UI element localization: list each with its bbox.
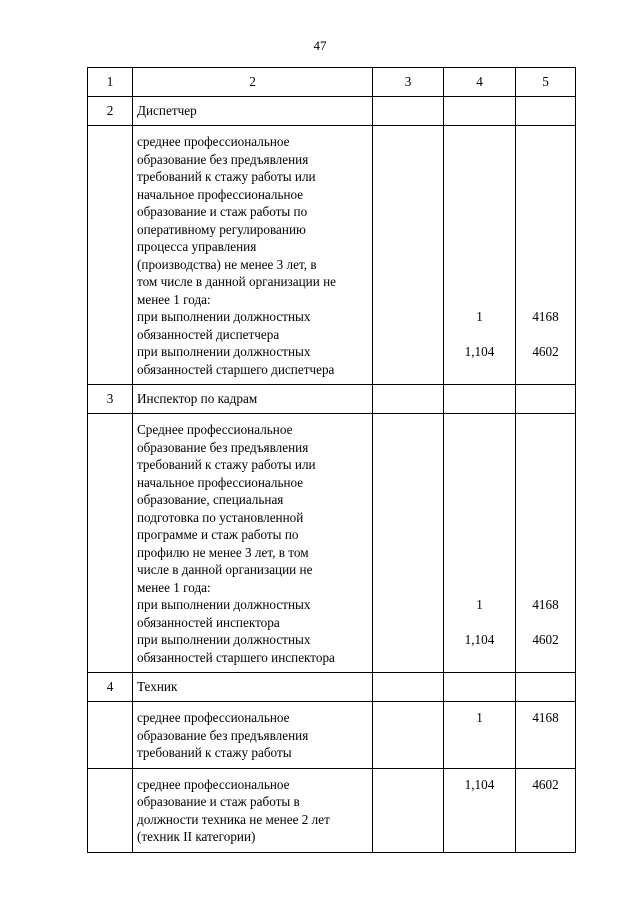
salary-value: 4168 xyxy=(532,309,559,324)
position-number: 4 xyxy=(88,673,133,702)
salary-cell xyxy=(516,702,576,769)
text-line: при выполнении должностных xyxy=(137,632,311,647)
text-line: (производства) не менее 3 лет, в xyxy=(137,256,317,272)
text-line: обязанностей диспетчера xyxy=(137,326,280,342)
text-line: при выполнении должностных xyxy=(137,309,311,324)
salary-value: 4602 xyxy=(532,344,559,359)
requirement-row xyxy=(88,126,576,385)
header-row xyxy=(88,68,576,97)
positions-table xyxy=(87,67,576,853)
text-line: образование и стаж работы в xyxy=(137,794,300,809)
position-number: 2 xyxy=(88,97,133,126)
header-cell: 5 xyxy=(516,68,576,97)
text-line: (техник II категории) xyxy=(137,829,256,844)
text-line: числе в данной организации не xyxy=(137,562,313,577)
position-title: Инспектор по кадрам xyxy=(133,385,373,414)
requirement-text xyxy=(133,414,373,673)
coefficient-cell xyxy=(444,126,516,385)
text-line: Среднее профессиональное xyxy=(137,422,293,437)
requirement-text xyxy=(133,702,373,769)
text-line: среднее профессиональное xyxy=(137,710,290,725)
text-line: образование без предъявления xyxy=(137,439,309,455)
requirement-text xyxy=(133,768,373,852)
text-line: требований к стажу работы xyxy=(137,745,292,760)
coefficient-value: 1 xyxy=(476,309,483,324)
text-line: программе и стаж работы по xyxy=(137,527,299,542)
text-line: обязанностей инспектора xyxy=(137,614,280,630)
text-line: требований к стажу работы или xyxy=(137,169,316,184)
text-line: обязанностей старшего диспетчера xyxy=(137,361,335,377)
position-row xyxy=(88,385,576,414)
coefficient-value: 1 xyxy=(476,710,483,725)
text-line: менее 1 года: xyxy=(137,291,211,307)
text-line: начальное профессиональное xyxy=(137,474,304,490)
requirement-text xyxy=(133,126,373,385)
text-line: требований к стажу работы или xyxy=(137,457,316,472)
salary-value: 4168 xyxy=(532,597,559,612)
text-line: оперативному регулированию xyxy=(137,221,306,237)
text-line: при выполнении должностных xyxy=(137,344,311,359)
salary-cell xyxy=(516,768,576,852)
salary-value: 4602 xyxy=(532,776,559,792)
requirement-row xyxy=(88,768,576,852)
text-line: менее 1 года: xyxy=(137,579,211,595)
text-line: образование и стаж работы по xyxy=(137,204,308,219)
text-line: образование без предъявления xyxy=(137,151,309,167)
position-row xyxy=(88,97,576,126)
coefficient-value: 1 xyxy=(476,597,483,612)
coefficient-cell xyxy=(444,768,516,852)
position-title: Техник xyxy=(133,673,373,702)
text-line: образование, специальная xyxy=(137,492,284,507)
requirement-row xyxy=(88,702,576,769)
salary-value: 4168 xyxy=(532,710,559,725)
salary-cell xyxy=(516,414,576,673)
requirement-row xyxy=(88,414,576,673)
coefficient-cell xyxy=(444,414,516,673)
text-line: должности техника не менее 2 лет xyxy=(137,811,330,827)
text-line: среднее профессиональное xyxy=(137,134,290,149)
coefficient-value: 1,104 xyxy=(464,776,495,792)
page-number: 47 xyxy=(313,38,327,53)
text-line: подготовка по установленной xyxy=(137,509,304,525)
coefficient-value: 1,104 xyxy=(464,344,495,359)
text-line: профилю не менее 3 лет, в том xyxy=(137,544,309,560)
coefficient-value: 1,104 xyxy=(464,632,495,647)
text-line: обязанностей старшего инспектора xyxy=(137,649,335,665)
position-title: Диспетчер xyxy=(133,97,373,126)
text-line: том числе в данной организации не xyxy=(137,274,337,289)
position-row xyxy=(88,673,576,702)
salary-value: 4602 xyxy=(532,632,559,647)
position-number: 3 xyxy=(88,385,133,414)
header-cell: 4 xyxy=(444,68,516,97)
header-cell: 1 xyxy=(88,68,133,97)
text-line: среднее профессиональное xyxy=(137,776,290,792)
text-line: при выполнении должностных xyxy=(137,597,311,612)
text-line: начальное профессиональное xyxy=(137,186,304,202)
text-line: образование без предъявления xyxy=(137,727,309,743)
header-cell: 3 xyxy=(373,68,444,97)
header-cell: 2 xyxy=(133,68,373,97)
salary-cell xyxy=(516,126,576,385)
text-line: процесса управления xyxy=(137,239,257,254)
coefficient-cell xyxy=(444,702,516,769)
